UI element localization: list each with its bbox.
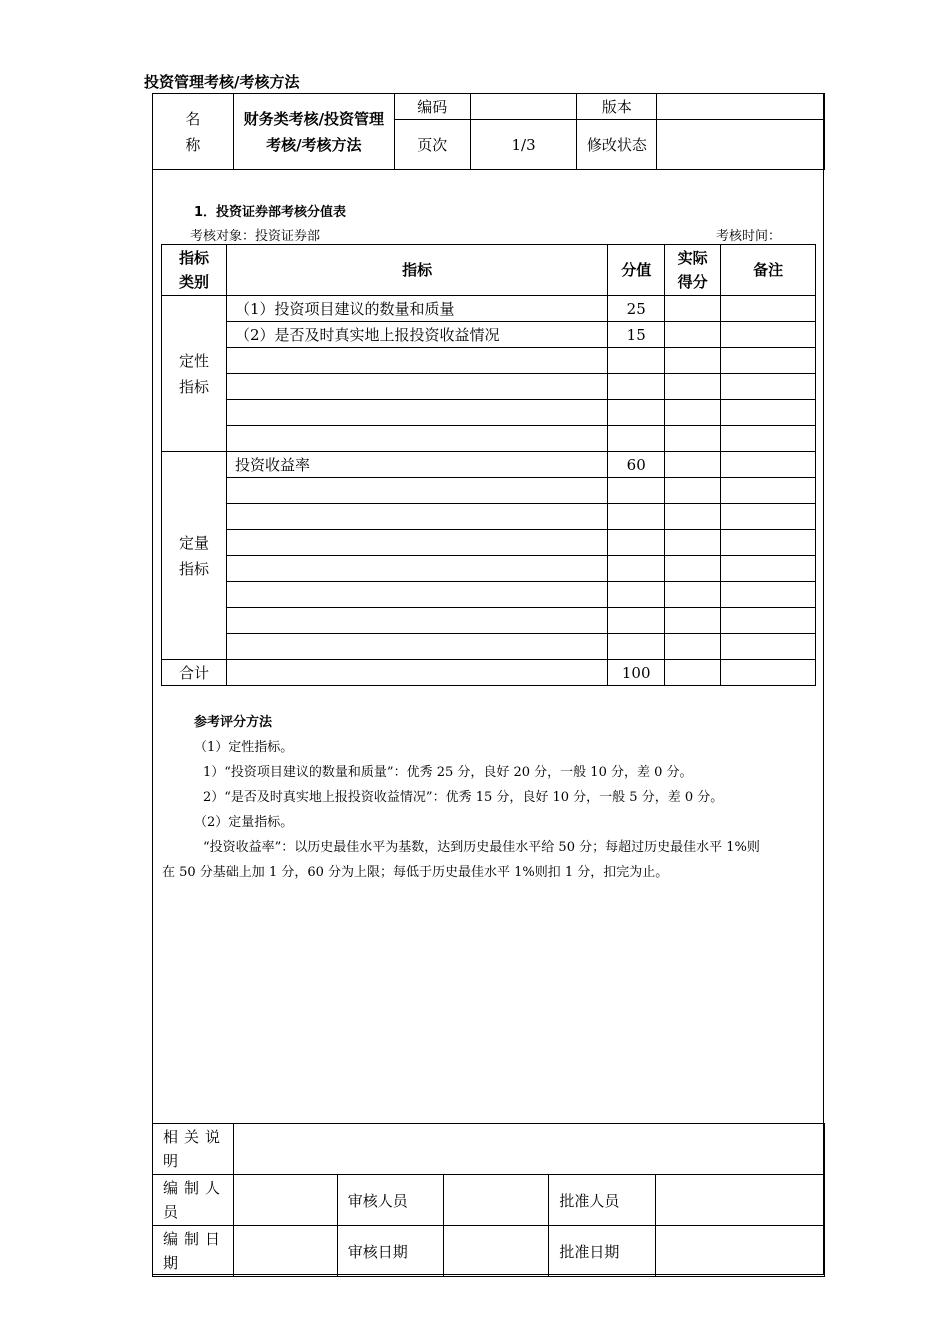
indicator-cell bbox=[226, 530, 607, 556]
revision-label: 修改状态 bbox=[586, 135, 647, 154]
indicator-cell bbox=[226, 400, 607, 426]
header-table bbox=[152, 93, 825, 170]
table-row bbox=[162, 426, 816, 452]
table-row bbox=[162, 348, 816, 374]
actual-score-cell bbox=[665, 608, 721, 634]
header-remark bbox=[721, 245, 816, 296]
quantitative-category bbox=[162, 452, 227, 660]
editor-value bbox=[233, 1175, 337, 1226]
review-date-label: 审核日期 bbox=[337, 1226, 443, 1277]
score-cell bbox=[608, 400, 665, 426]
approver-value bbox=[656, 1175, 825, 1226]
actual-score-cell bbox=[665, 504, 721, 530]
indicator-cell bbox=[226, 504, 607, 530]
qualitative-category bbox=[162, 296, 227, 452]
remark-cell bbox=[721, 582, 816, 608]
actual-score-cell bbox=[665, 530, 721, 556]
quantitative-category-text: 定量指标 bbox=[178, 533, 209, 578]
edit-date-label: 编制日期 bbox=[153, 1226, 234, 1277]
score-cell bbox=[608, 634, 665, 660]
remark-cell bbox=[721, 426, 816, 452]
code-value bbox=[470, 94, 577, 120]
assessment-time: 考核时间： bbox=[716, 229, 782, 244]
actual-score-cell bbox=[665, 296, 721, 322]
header-indicator bbox=[226, 245, 607, 296]
reviewer-label: 审核人员 bbox=[337, 1175, 443, 1226]
edit-date-value bbox=[233, 1226, 337, 1277]
remark-cell bbox=[721, 400, 816, 426]
name-label-cell bbox=[153, 94, 234, 170]
score-cell bbox=[608, 582, 665, 608]
revision-label-cell bbox=[577, 120, 657, 170]
header-category bbox=[162, 245, 227, 296]
score-cell bbox=[608, 556, 665, 582]
actual-score-cell bbox=[665, 348, 721, 374]
indicator-cell bbox=[226, 608, 607, 634]
header-actual bbox=[665, 245, 721, 296]
score-cell bbox=[608, 530, 665, 556]
indicator-cell bbox=[226, 426, 607, 452]
section-title: 1．投资证券部考核分值表 bbox=[194, 205, 347, 220]
version-label: 版本 bbox=[577, 94, 657, 120]
assessment-target: 考核对象：投资证券部 bbox=[190, 229, 321, 244]
table-row bbox=[162, 530, 816, 556]
table-row bbox=[162, 296, 816, 322]
actual-score-cell bbox=[665, 400, 721, 426]
header-score-text: 分值 bbox=[621, 261, 652, 279]
score-cell: 25 bbox=[608, 296, 665, 322]
indicator-cell: 投资收益率 bbox=[226, 452, 607, 478]
qualitative-category-text: 定性指标 bbox=[178, 351, 209, 396]
remark-cell bbox=[721, 556, 816, 582]
table-row bbox=[162, 452, 816, 478]
page-label: 页次 bbox=[394, 120, 470, 170]
method-line-6: 在 50 分基础上加 1 分，60 分为上限；每低于历史最佳水平 1%则扣 1 分，扣完为止。 bbox=[162, 865, 669, 880]
approve-date-value bbox=[656, 1226, 825, 1277]
remark-cell bbox=[721, 504, 816, 530]
table-row bbox=[162, 608, 816, 634]
header-remark-text: 备注 bbox=[753, 261, 784, 279]
table-row bbox=[162, 374, 816, 400]
score-cell bbox=[608, 426, 665, 452]
score-cell bbox=[608, 608, 665, 634]
remark-cell bbox=[721, 296, 816, 322]
method-line-2: 1）“投资项目建议的数量和质量”：优秀 25 分，良好 20 分，一般 10 分，差 0 分。 bbox=[203, 765, 693, 780]
actual-score-cell bbox=[665, 374, 721, 400]
actual-score-cell bbox=[665, 452, 721, 478]
indicator-cell bbox=[226, 556, 607, 582]
code-label: 编码 bbox=[394, 94, 470, 120]
table-row bbox=[162, 478, 816, 504]
remark-cell bbox=[721, 608, 816, 634]
actual-score-cell bbox=[665, 582, 721, 608]
score-cell bbox=[608, 504, 665, 530]
revision-value bbox=[657, 120, 825, 170]
editor-label: 编制人员 bbox=[153, 1175, 234, 1226]
table-row bbox=[162, 504, 816, 530]
remark-cell bbox=[721, 348, 816, 374]
indicator-cell bbox=[226, 634, 607, 660]
method-line-3: 2）“是否及时真实地上报投资收益情况”：优秀 15 分，良好 10 分，一般 5 分，差 0 分。 bbox=[203, 790, 724, 805]
header-score bbox=[608, 245, 665, 296]
score-cell: 60 bbox=[608, 452, 665, 478]
total-value: 100 bbox=[608, 660, 665, 686]
indicator-cell: （1）投资项目建议的数量和质量 bbox=[226, 296, 607, 322]
total-indicator-cell bbox=[226, 660, 607, 686]
header-category-text: 指标类别 bbox=[178, 249, 209, 291]
header-actual-text: 实际得分 bbox=[677, 249, 708, 291]
table-row bbox=[162, 556, 816, 582]
remark-cell bbox=[721, 634, 816, 660]
indicator-cell: （2）是否及时真实地上报投资收益情况 bbox=[226, 322, 607, 348]
score-cell bbox=[608, 348, 665, 374]
reviewer-value bbox=[443, 1175, 549, 1226]
name-value-cell bbox=[233, 94, 394, 170]
indicator-cell bbox=[226, 478, 607, 504]
table-row bbox=[162, 322, 816, 348]
remark-cell bbox=[721, 374, 816, 400]
version-value bbox=[657, 94, 825, 120]
header-indicator-text: 指标 bbox=[402, 261, 433, 279]
actual-score-cell bbox=[665, 426, 721, 452]
method-title: 参考评分方法 bbox=[194, 715, 273, 730]
indicator-cell bbox=[226, 348, 607, 374]
actual-score-cell bbox=[665, 634, 721, 660]
remark-cell bbox=[721, 322, 816, 348]
actual-score-cell bbox=[665, 478, 721, 504]
total-remark-cell bbox=[721, 660, 816, 686]
score-cell bbox=[608, 478, 665, 504]
page-value: 1/3 bbox=[470, 120, 577, 170]
approve-date-label: 批准日期 bbox=[549, 1226, 656, 1277]
footer-table bbox=[152, 1123, 825, 1277]
indicator-cell bbox=[226, 582, 607, 608]
score-cell bbox=[608, 374, 665, 400]
review-date-value bbox=[443, 1226, 549, 1277]
name-label: 名称 bbox=[185, 109, 201, 154]
score-table bbox=[161, 244, 816, 686]
method-line-4: （2）定量指标。 bbox=[194, 815, 294, 830]
indicator-cell bbox=[226, 374, 607, 400]
remark-cell bbox=[721, 530, 816, 556]
related-value bbox=[233, 1124, 824, 1175]
table-row bbox=[162, 634, 816, 660]
approver-label: 批准人员 bbox=[549, 1175, 656, 1226]
name-value: 财务类考核/投资管理考核/考核方法 bbox=[243, 109, 385, 154]
remark-cell bbox=[721, 452, 816, 478]
score-cell: 15 bbox=[608, 322, 665, 348]
table-row bbox=[162, 400, 816, 426]
document-title: 投资管理考核/考核方法 bbox=[144, 73, 300, 91]
table-row bbox=[162, 582, 816, 608]
actual-score-cell bbox=[665, 322, 721, 348]
method-line-5: “投资收益率”：以历史最佳水平为基数，达到历史最佳水平给 50 分；每超过历史最佳水平 1%则 bbox=[203, 840, 760, 855]
total-label: 合计 bbox=[162, 660, 227, 686]
method-line-1: （1）定性指标。 bbox=[194, 740, 294, 755]
total-row bbox=[162, 660, 816, 686]
remark-cell bbox=[721, 478, 816, 504]
total-actual-cell bbox=[665, 660, 721, 686]
related-label: 相关说明 bbox=[153, 1124, 234, 1175]
actual-score-cell bbox=[665, 556, 721, 582]
